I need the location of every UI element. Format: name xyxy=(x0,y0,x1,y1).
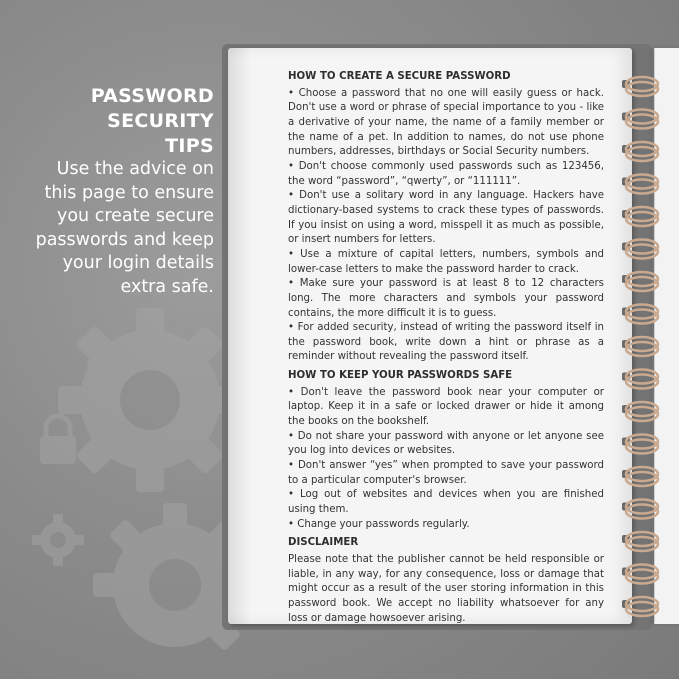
spiral-ring xyxy=(622,272,658,291)
side-subtitle-line: your login details xyxy=(62,253,214,273)
tip-item: • Do not share your password with anyone or let anyone see you log into devices or websites. xyxy=(288,430,604,457)
tip-item: • Use a mixture of capital letters, numbers, symbols and lower-case letters to make the password harder to crack. xyxy=(288,248,604,275)
side-subtitle-line: extra safe. xyxy=(120,276,214,297)
spiral-ring xyxy=(622,110,658,129)
spiral-ring xyxy=(622,305,658,324)
side-subtitle xyxy=(10,158,214,299)
spiral-ring xyxy=(622,467,658,486)
tip-item: • Choose a password that no one will easily guess or hack. Don't use a word or phrase of special importance to you - like a derivative of your name, the name of a family member or the name of a pet. In addition to names, do not use phone numbers, addresses, birthdays or Social Security numbers. xyxy=(288,87,604,158)
side-title-line: SECURITY xyxy=(107,110,214,132)
lock-icon xyxy=(40,416,76,464)
spiral-ring xyxy=(622,402,658,421)
page-content xyxy=(288,70,604,626)
side-subtitle-line: you create secure xyxy=(56,206,214,226)
tip-item: • Don't choose commonly used passwords such as 123456, the word “password”, “qwerty”, or “111111”. xyxy=(288,160,604,187)
disclaimer-text: Please note that the publisher cannot be held responsible or liable, in any way, for any consequence, loss or damage that might occur as a result of the user storing information in this password book. We accept no liability whatsoever for any loss or damage howsoever arising. xyxy=(288,554,604,624)
tip-item: • For added security, instead of writing the password itself in the password book, write down a hint or phrase as a reminder without revealing the password itself. xyxy=(288,322,604,363)
gear-icon xyxy=(58,308,242,492)
spiral-ring xyxy=(622,597,658,616)
spiral-ring xyxy=(622,500,658,519)
spiral-ring xyxy=(622,240,658,259)
tip-item: • Don't leave the password book near your computer or laptop. Keep it in a safe or locked drawer or hide it among the books on the bookshelf. xyxy=(288,386,604,428)
side-title-line: TIPS xyxy=(165,135,214,157)
spiral-ring xyxy=(622,337,658,356)
section-heading: HOW TO CREATE A SECURE PASSWORD xyxy=(288,71,511,82)
spiral-ring xyxy=(622,142,658,161)
side-subtitle-line: passwords and keep xyxy=(35,229,214,250)
section-disclaimer xyxy=(288,536,604,626)
section-heading: HOW TO KEEP YOUR PASSWORDS SAFE xyxy=(288,370,513,382)
spiral-ring xyxy=(622,532,658,551)
section-create-password xyxy=(288,70,604,365)
notebook xyxy=(222,44,679,632)
spiral-ring xyxy=(622,77,658,96)
page-shadow xyxy=(228,48,252,624)
spiral-binding xyxy=(622,66,662,626)
section-keep-safe xyxy=(288,369,604,532)
spiral-ring xyxy=(622,435,658,454)
spiral-ring xyxy=(622,565,658,584)
side-subtitle-line: Use the advice on xyxy=(56,159,214,179)
notebook-page xyxy=(228,48,632,624)
tip-item: • Don't use a solitary word in any language. Hackers have dictionary-based systems to crack these types of passwords. If you insist on using a word, misspell it as much as possible, or insert numbers for letters. xyxy=(288,190,604,246)
side-title xyxy=(20,84,214,159)
side-subtitle-line: this page to ensure xyxy=(44,182,214,203)
spiral-ring xyxy=(622,175,658,194)
section-heading: DISCLAIMER xyxy=(288,537,359,549)
spiral-ring xyxy=(622,207,658,226)
tip-item: • Make sure your password is at least 8 to 12 characters long. The more characters and symbols your password contains, the more difficult it is to guess. xyxy=(288,278,604,319)
spiral-ring xyxy=(622,370,658,389)
tip-item: • Don't answer “yes” when prompted to save your password to a particular computer's browser. xyxy=(288,460,604,486)
side-title-line: PASSWORD xyxy=(90,85,214,107)
tip-item: • Change your passwords regularly. xyxy=(288,518,470,530)
gear-icon xyxy=(32,514,84,566)
tip-item: • Log out of websites and devices when you are finished using them. xyxy=(288,489,604,516)
